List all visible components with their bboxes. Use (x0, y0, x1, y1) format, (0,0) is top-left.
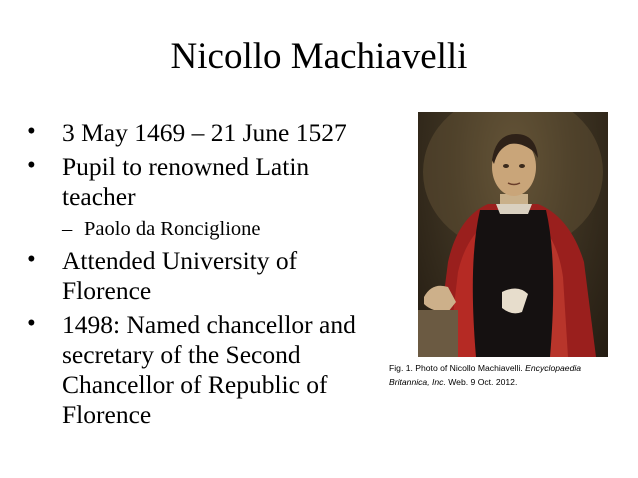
figure-caption (389, 361, 619, 389)
slide-title: Nicollo Machiavelli (170, 36, 468, 77)
sub-bullet-text: Paolo da Ronciglione (84, 218, 261, 240)
portrait-drawing (418, 112, 608, 357)
bullet-pupil: • Pupil to renowned Latin teacher (26, 152, 386, 212)
caption-source: Encyclopaedia Britannica, Inc. (389, 363, 582, 387)
bullet-list (26, 118, 386, 434)
caption-suffix: Web. 9 Oct. 2012. (445, 377, 518, 387)
caption-prefix: Fig. 1. Photo of Nicollo Machiavelli. (389, 363, 526, 373)
sub-bullet-teacher (26, 216, 386, 242)
bullet-university: • Attended University of Florence (26, 246, 386, 306)
portrait-image (418, 112, 608, 357)
bullet-chancellor: • 1498: Named chancellor and secretary of the Second Chancellor of Republic of Florence (26, 310, 386, 430)
sub-bullet-dash: – (62, 218, 73, 240)
bullet-dates: • 3 May 1469 – 21 June 1527 (26, 118, 386, 148)
